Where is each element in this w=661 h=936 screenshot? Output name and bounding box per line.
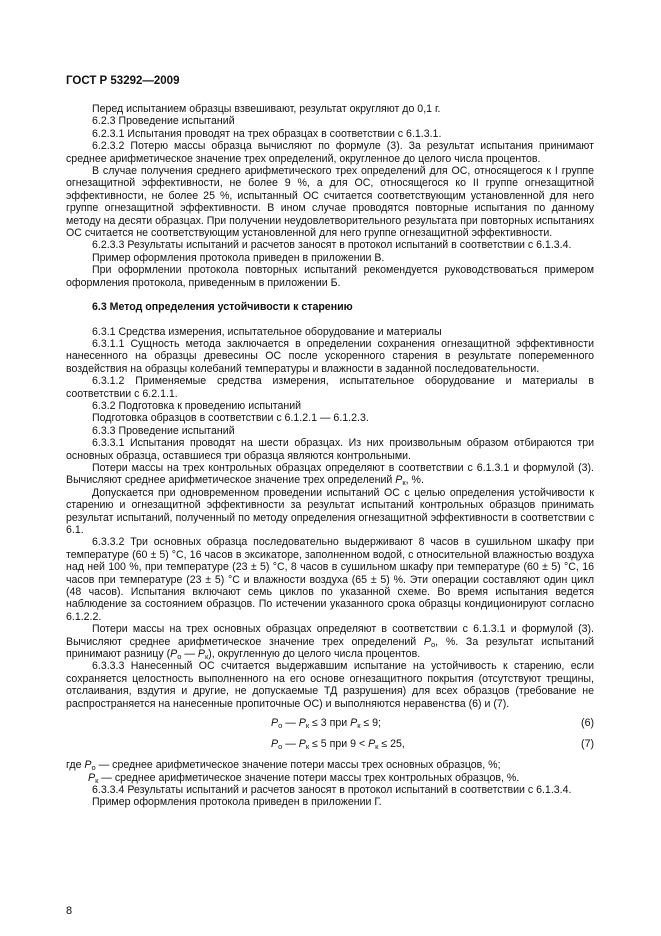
formula-6 — [66, 717, 594, 730]
spacer — [66, 289, 594, 301]
subscript: о — [431, 639, 436, 649]
text-run: ≤ 3 при — [309, 717, 351, 730]
paragraph: 6.3.3.1 Испытания проводят на шести образцах. Из них произвольным образом отбираются три основных образца, оставшиеся три образца являются контрольными. — [66, 437, 594, 462]
paragraph: 6.3.1.2 Применяемые средства измерения, испытательное оборудование и материалы в соответствии с 6.2.1.1. — [66, 375, 594, 400]
symbol-p: P — [170, 648, 178, 661]
symbol-p: P — [350, 717, 358, 730]
paragraph: 6.2.3.1 Испытания проводят на трех образцах в соответствии с 6.1.3.1. — [92, 127, 442, 140]
where-description: — среднее арифметическое значение потери массы трех основных образцов, %; — [95, 759, 501, 772]
symbol-p: P — [271, 738, 279, 751]
text-run: Потери массы на трех основных образцах определяют в соответствии с 6.1.3.1 и формулой (3). Вычисляют среднее арифметическое значение трех определений — [66, 623, 594, 648]
text-run: ), округленную до целого числа процентов. — [208, 648, 421, 661]
paragraph: 6.2.3.3 Результаты испытаний и расчетов заносят в протокол испытаний в соответствии с 6.1.3.4. — [92, 239, 572, 252]
symbol-p: P — [84, 759, 92, 772]
symbol-p: P — [368, 738, 376, 751]
paragraph: 6.3.1.1 Сущность метода заключается в определении сохранения огнезащитной эффективности нанесенного на образцы древесины ОС после ускоренного старения в результате попеременного воздействия на образцы колебаний температуры и влажности в заданной последовательности. — [66, 337, 594, 375]
paragraph-main-samples — [66, 623, 594, 660]
paragraph: Пример оформления протокола приведен в приложении В. — [92, 251, 385, 264]
paragraph: При оформлении протокола повторных испытаний рекомендуется руководствоваться примером оформления протокола, приведенным в приложении Б. — [66, 264, 594, 289]
formula-number: (7) — [581, 738, 594, 751]
subscript: к — [375, 742, 379, 752]
paragraph: Подготовка образцов в соответствии с 6.1.2.1 — 6.1.2.3. — [92, 412, 369, 425]
paragraph-control-samples — [66, 462, 594, 487]
subscript: к — [204, 652, 209, 662]
subscript: к — [305, 742, 310, 752]
subscript: о — [278, 742, 283, 752]
paragraph: Допускается при одновременном проведении испытаний ОС с целью определения устойчивости к старению и огнезащитной эффективности за результат испытаний контрольных образцов принимать результат испытаний, полученный по методу определения огнезащитной эффективности в соответствии с 6.1. — [66, 486, 594, 536]
standard-header: ГОСТ Р 53292—2009 — [66, 75, 180, 87]
subscript: к — [402, 478, 406, 488]
subsection-title: 6.3.2 Подготовка к проведению испытаний — [92, 399, 302, 412]
subsection-title: 6.3.1 Средства измерения, испытательное оборудование и материалы — [92, 325, 442, 338]
subscript: о — [177, 652, 182, 662]
subscript: о — [91, 763, 96, 773]
formula-7 — [66, 738, 594, 751]
text-run: ≤ 9; — [360, 717, 382, 730]
symbol-p: P — [423, 635, 431, 648]
symbol-p: P — [271, 717, 279, 730]
text-run: — — [282, 717, 299, 730]
text-run: , %. — [405, 474, 424, 487]
formula-expression — [271, 717, 381, 729]
paragraph: 6.3.3.3 Нанесенный ОС считается выдержавшим испытание на устойчивость к старению, если сохраняется целостность выполненного на его основе огнезащитного покрытия (отсутствуют трещины, отслаивания, вздутия и другие, не допускаемые ТД разрушения) для всех образцов (требование не распространяется на нанесенные пропиточные ОС) и выполняются неравенства (6) и (7). — [66, 660, 594, 710]
subscript: к — [357, 721, 361, 731]
symbol-p: P — [298, 738, 306, 751]
subscript: к — [95, 775, 99, 785]
spacer — [66, 314, 594, 326]
text-run: ≤ 25, — [378, 738, 405, 751]
text-run: Потери массы на трех контрольных образцах определяют в соответствии с 6.1.3.1 и формулой (3). Вычисляют среднее арифметическое значение трех определений — [66, 461, 594, 487]
paragraph: 6.3.3.2 Три основных образца последовательно выдерживают 8 часов в сушильном шкафу при температуре (60 ± 5) °С, 16 часов в эксикаторе, заполненном водой, с относительной влажностью воздуха над ней 100 %, при температуре (23 ± 5) °С, 8 часов в сушильном шкафу при температуре (60 ± 5) °С, 16 часов при температуре (23 ± 5) °С и влажности воздуха (65 ± 5) %. Эти операции составляют один цикл (48 часов). Испытания включают семь циклов по указанной схеме. Во время испытания ведется наблюдение за состоянием образцов. По истечении указанного срока образцы кондиционируют согласно 6.1.2.2. — [66, 536, 594, 623]
where-label: где — [66, 759, 82, 772]
paragraph: 6.3.3.4 Результаты испытаний и расчетов заносят в протокол испытаний в соответствии с 6.1.3.4. — [92, 783, 572, 796]
symbol-p: P — [298, 717, 306, 730]
text-run: ≤ 5 при 9 < — [309, 738, 369, 751]
where-description: — среднее арифметическое значение потери массы трех контрольных образцов, %. — [98, 771, 520, 784]
subsection-title: 6.2.3 Проведение испытаний — [92, 115, 235, 128]
formula-expression — [271, 738, 405, 750]
paragraph: Перед испытанием образцы взвешивают, результат округляют до 0,1 г. — [92, 103, 441, 115]
symbol-p: P — [395, 474, 403, 487]
subscript: к — [305, 721, 310, 731]
page-number: 8 — [66, 905, 73, 917]
text-run: , %. За результат испытаний принимают разницу ( — [66, 635, 594, 661]
where-line-1 — [66, 759, 594, 771]
symbol-p: P — [88, 771, 96, 784]
where-line-2 — [66, 772, 594, 784]
subsection-title: 6.3.3 Проведение испытаний — [92, 424, 235, 437]
symbol-p: P — [197, 648, 205, 661]
paragraph: Пример оформления протокола приведен в приложении Г. — [92, 796, 382, 809]
paragraph: В случае получения среднего арифметического трех определений для ОС, относящегося к I группе огнезащитной эффективности, не более 9 %, а для ОС, относящегося ко II группе огнезащитной эффективности, не более 25 %, испытанный ОС считается соответствующим установленной для него группе огнезащитной эффективности. В ином случае проводятся повторные испытания по данному методу на десяти образцах. При получении неудовлетворительного результата при повторных испытаниях ОС считается не соответствующим установленной для него группе огнезащитной эффективности. — [66, 165, 594, 240]
text-run: — — [282, 738, 299, 751]
paragraph: 6.2.3.2 Потерю массы образца вычисляют по формуле (3). За результат испытания принимают среднее арифметическое значение трех определений, округленное до целого числа процентов. — [66, 140, 594, 165]
text-run: — — [181, 648, 198, 661]
subscript: о — [278, 721, 283, 731]
section-heading: 6.3 Метод определения устойчивости к старению — [92, 301, 353, 314]
formula-number: (6) — [581, 717, 594, 730]
page-body — [66, 103, 594, 809]
